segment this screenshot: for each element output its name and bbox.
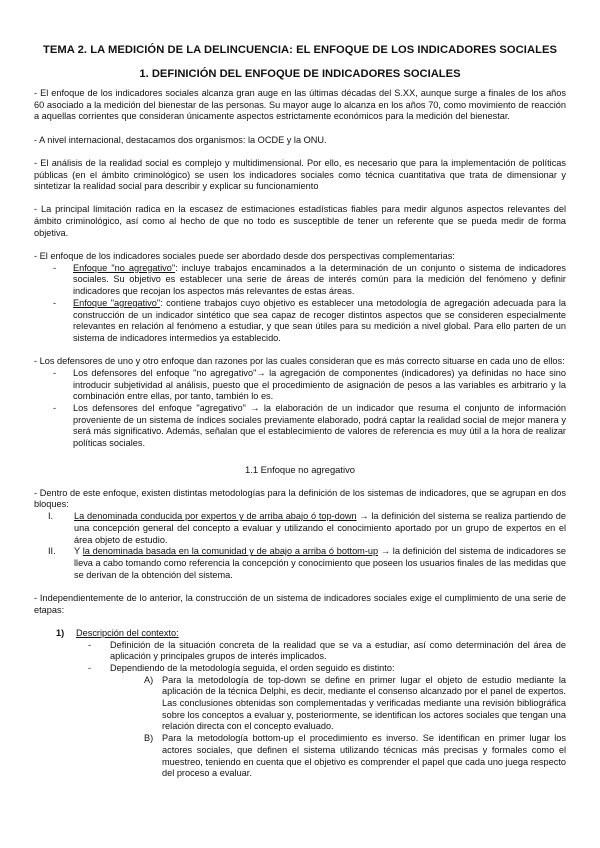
list-item-text: → la definición del sistema de indicadores se lleva a cabo tomando como referencia la concepción y conocimiento que poseen los usuarios finales de las medidas que se derivan de la obtención del sistema.: [74, 546, 566, 580]
paragraph-perspectives-intro: - El enfoque de los indicadores sociales puede ser abordado desde dos perspectivas complementarias:: [34, 251, 455, 262]
list-marker: A): [144, 674, 154, 685]
list-item: [53, 263, 566, 298]
list-item: [144, 675, 566, 734]
paragraph-origins: - El enfoque de los indicadores sociales alcanza gran auge en las últimas décadas del S.XX, aunque surge a finales de los años 60 asociado a la medición del bienestar de las personas. Su mayor auge lo alcanza en los años 70, como movimiento de reacción a aquellas corrientes que consideran únicamente aspectos estrictamente económicos para la medición del bienestar.: [34, 88, 566, 122]
list-item: [38, 546, 566, 581]
stage-sublist: [76, 640, 566, 780]
list-item-text: Dependiendo de la metodología seguida, el orden seguido es distinto:: [110, 662, 395, 673]
section-heading-1-1: 1.1 Enfoque no agregativo: [245, 463, 355, 475]
list-marker: I.: [48, 511, 54, 522]
perspectives-list: [34, 263, 566, 345]
paragraph-methodologies: - Dentro de este enfoque, existen distintas metodologías para la definición de los sistemas de indicadores, que se agrupan en dos bloques:: [34, 487, 566, 510]
term-no-agregativo: Enfoque "no agregativo": [73, 262, 176, 273]
stage-item: [56, 628, 566, 780]
paragraph-defenders-intro: - Los defensores de uno y otro enfoque dan razones por las cuales consideran que es más correcto situarse en cada uno de ellos:: [34, 356, 565, 367]
list-item: - Los defensores del enfoque "agregativo" → la elaboración de un indicador que resuma el conjunto de información proveniente de un sistema de índices sociales previamente elaborado, podrá captar la realidad social de mejor manera y será más significativo. Además, señalan que el establecimiento de valores de referencia es muy útil a la hora de realizar políticas sociales.: [53, 403, 566, 450]
list-item: [144, 733, 566, 780]
list-marker: B): [144, 733, 154, 744]
list-item-text: → la definición del sistema se realiza partiendo de una concepción general del concepto a evaluar y utilizando el conocimiento aportado por un grupo de expertos en el área objeto de estudio.: [74, 511, 566, 545]
list-item: [88, 663, 566, 780]
paragraph-organisms: - A nivel internacional, destacamos dos organismos: la OCDE y la ONU.: [34, 134, 327, 145]
methodology-order-list: [110, 675, 566, 780]
paragraph-social-analysis: - El análisis de la realidad social es complejo y multidimensional. Por ello, es necesario que para la implementación de políticas públicas (en el ámbito criminológico) se usen los indicadores sociales como técnica cuantitativa que trata de dimensionar y sintetizar la realidad social para describir y explicar su funcionamiento: [34, 157, 566, 192]
list-item-text: : incluye trabajos encaminados a la determinación de un conjunto o sistema de indicadores sociales. Su objetivo es establecer una serie de áreas de interés común para la medición del fenómeno y definir indicadores que recojan los aspectos más relevantes de estas áreas.: [73, 262, 566, 297]
list-item-lead: Y: [74, 546, 83, 557]
blocks-list: [34, 511, 566, 581]
paragraph-stages: - Independientemente de lo anterior, la construcción de un sistema de indicadores sociales exige el cumplimiento de una serie de etapas:: [34, 592, 566, 615]
list-item: [53, 298, 566, 345]
document-title: TEMA 2. LA MEDICIÓN DE LA DELINCUENCIA: EL ENFOQUE DE LOS INDICADORES SOCIALES: [43, 44, 557, 56]
paragraph-limitation: - La principal limitación radica en la escasez de estimaciones estadísticas fiables para medir algunos aspectos relevantes del ámbito criminológico, así como al hecho de que no todo es susceptible de tener un referente que se pueda medir de forma objetiva.: [34, 204, 566, 238]
stage-title: Descripción del contexto:: [76, 627, 179, 638]
defenders-list: [34, 368, 566, 450]
list-item-text: Para la metodología bottom-up el procedimiento es inverso. Se identifican en primer lugar los actores sociales, que definen el sistema utilizando técnicas más precisas y formales como el muestreo, teniendo en cuenta que el objetivo es comprender el papel que cada uno juega respecto del proceso a evaluar.: [162, 733, 566, 779]
list-item: - Definición de la situación concreta de la realidad que se va a estudiar, así como determinación del área de aplicación y principales grupos de interés implicados.: [88, 640, 566, 663]
term-top-down: La denominada conducida por expertos y de arriba abajo ó top-down: [74, 511, 357, 522]
list-item-text: : contiene trabajos cuyo objetivo es establecer una metodología de agregación adecuada para la construcción de un indicador sintético que sea capaz de recoger distintos aspectos que se consideren especialmente relevantes en relación al fenómeno a estudiar, y que sean útiles para su medición a nivel global. Para ello parten de un sistema de indicadores intermedios ya establecido.: [73, 297, 566, 343]
list-item: - Los defensores del enfoque "no agregativo"→ la agregación de componentes (indicadores) ya definidas no hace sino introducir subjetividad al análisis, puesto que el procedimiento de asignación de pesos a las variables es arbitrario y la combinación entre ellas, por tanto, también lo es.: [53, 368, 566, 403]
term-agregativo: Enfoque "agregativo": [73, 297, 161, 308]
list-item-text: Para la metodología de top-down se define en primer lugar el objeto de estudio mediante la aplicación de la técnica Delphi, es decir, mediante el consenso alcanzado por el panel de expertos. Las conclusiones obtenidas son complementadas y verificadas mediante una revisión bibliográfica sobre los conceptos a evaluar y, posteriormente, se identifican los actores sociales que tengan una relación directa con el concepto evaluado.: [162, 674, 566, 732]
term-bottom-up: la denominada basada en la comunidad y de abajo a arriba ó bottom-up: [82, 546, 379, 557]
stages-list: [34, 628, 566, 780]
list-item: [38, 511, 566, 546]
stage-marker: 1): [56, 627, 65, 638]
list-marker: II.: [48, 546, 56, 557]
section-heading-1: 1. DEFINICIÓN DEL ENFOQUE DE INDICADORES SOCIALES: [139, 68, 461, 80]
